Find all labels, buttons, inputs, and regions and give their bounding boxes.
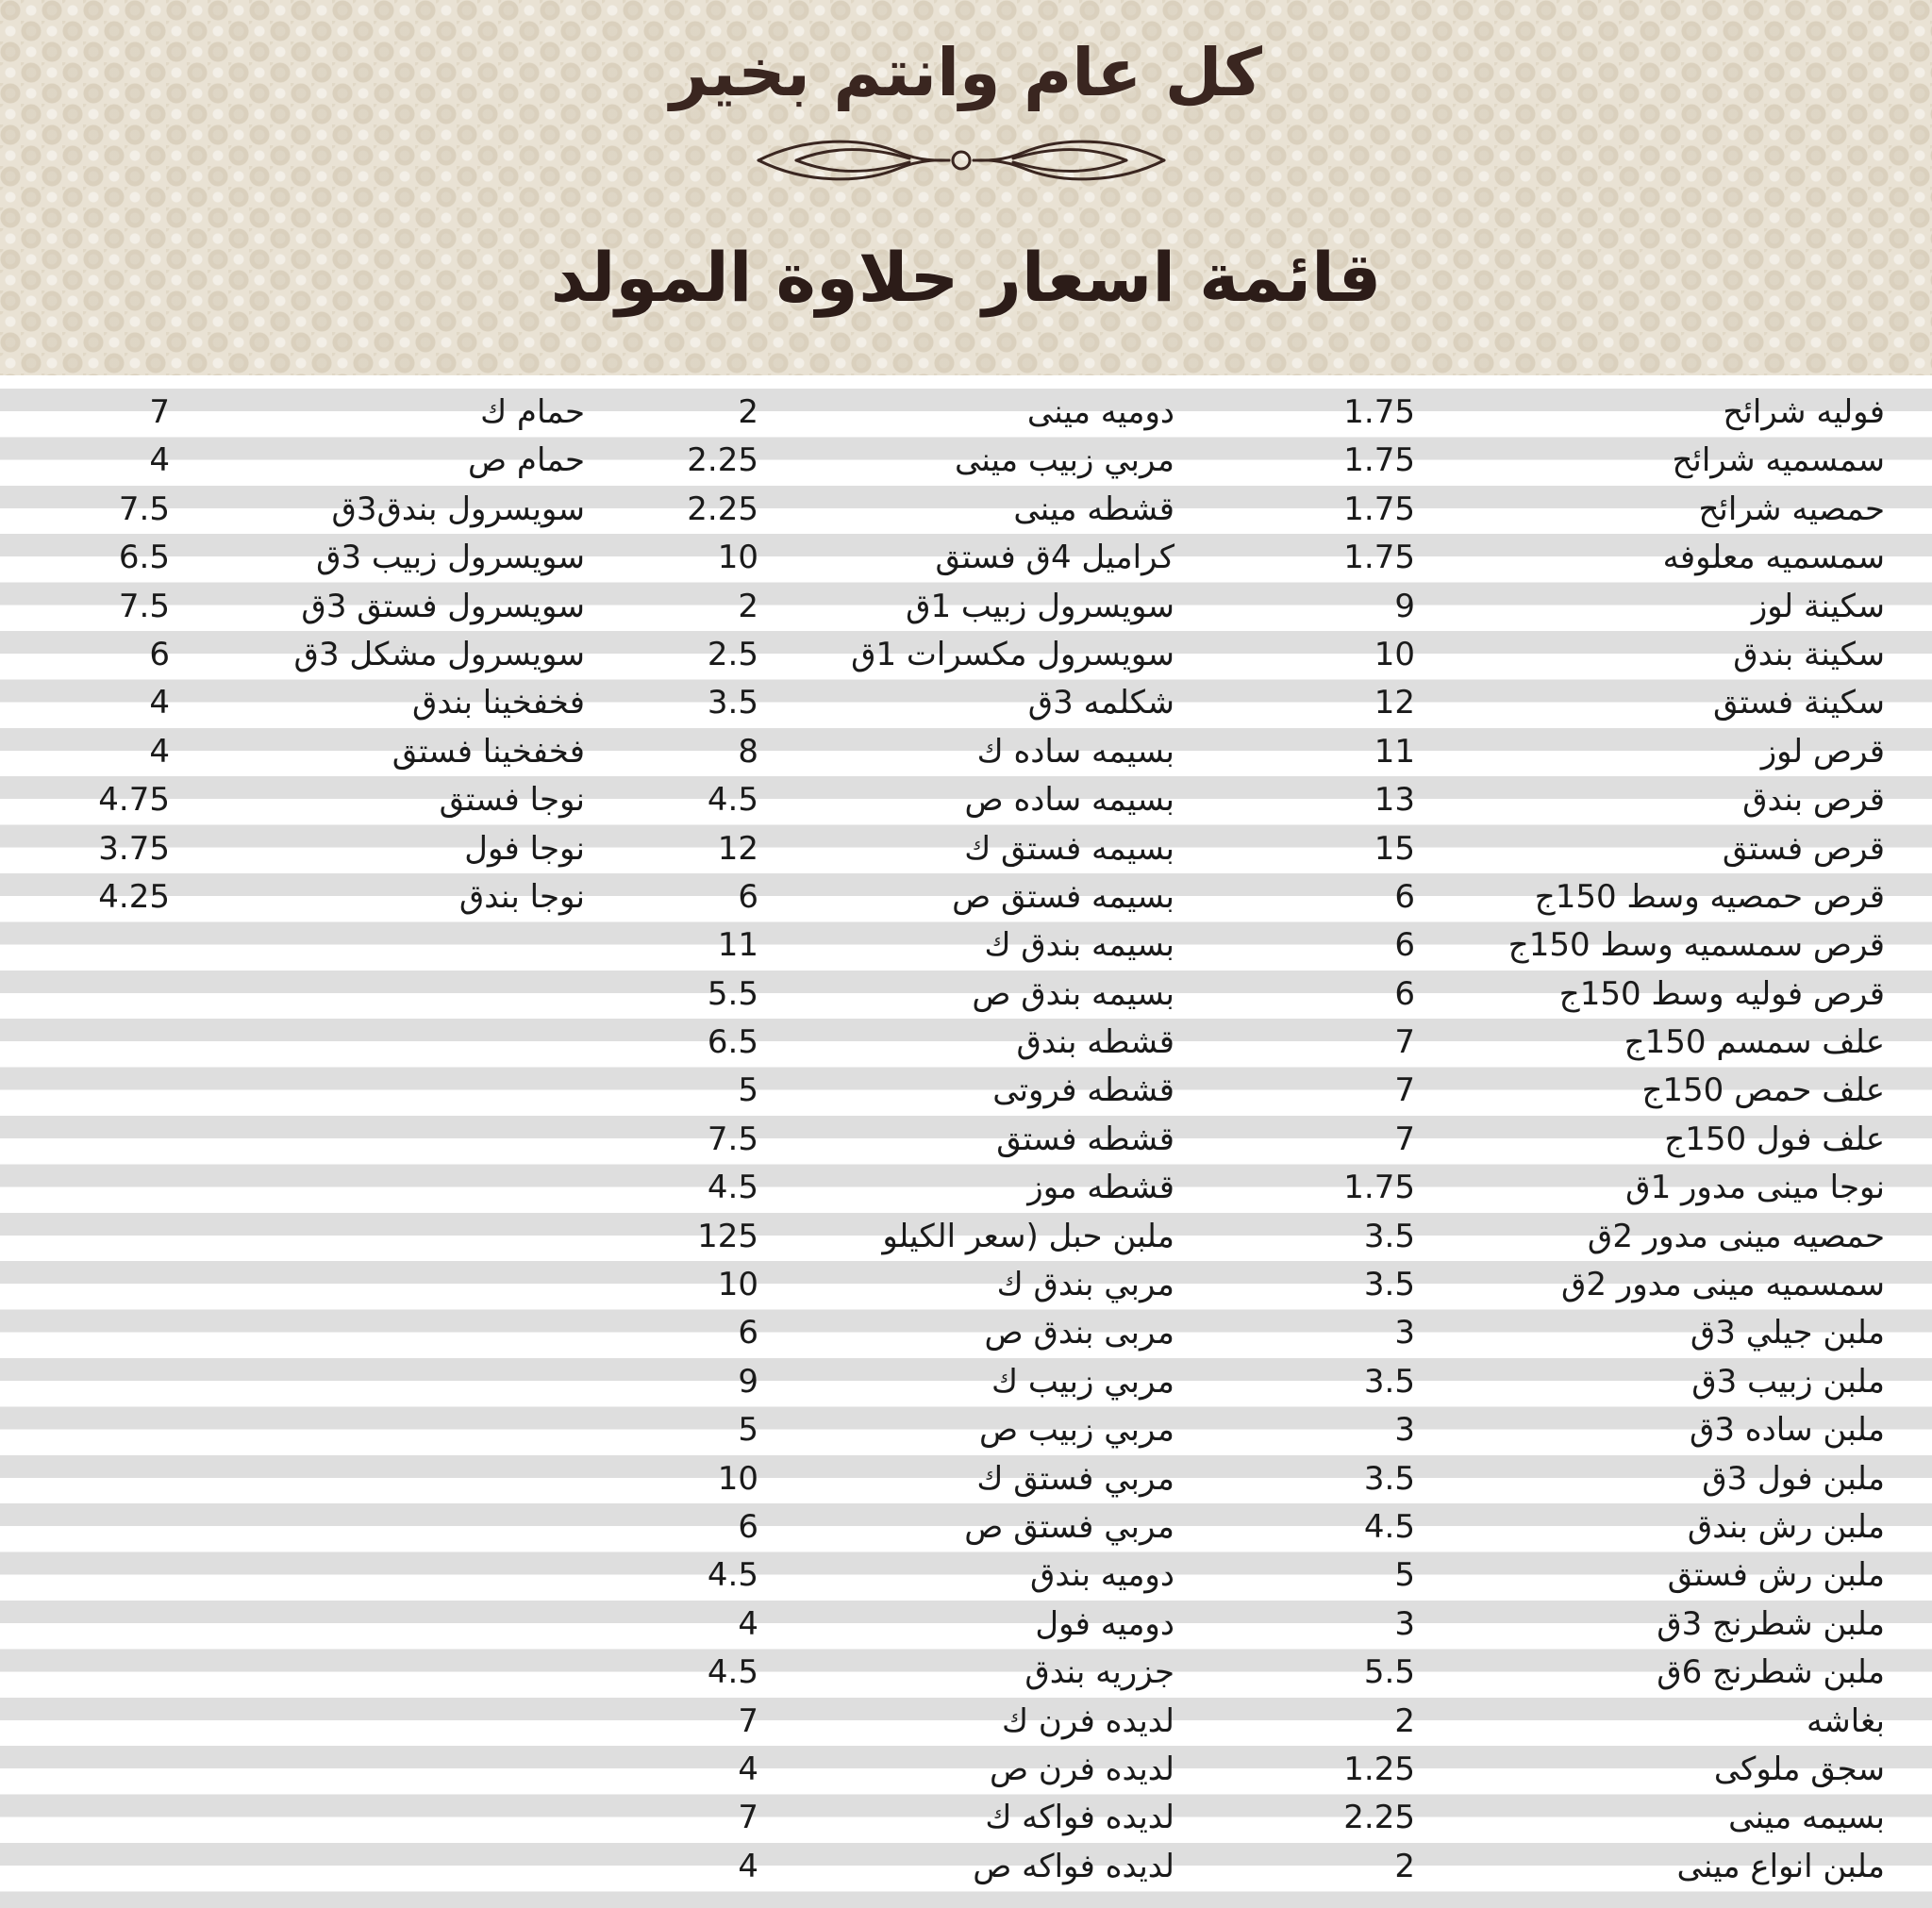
item-name: ملبن فول 3ق: [1702, 1459, 1885, 1498]
item-price: 6: [1394, 877, 1415, 916]
item-name: ملبن شطرنج 3ق: [1657, 1604, 1885, 1643]
price-row: [679, 728, 1208, 776]
item-price: 10: [717, 1266, 758, 1304]
price-row: [679, 1164, 1208, 1212]
item-price: 2: [738, 393, 758, 431]
price-row: [679, 1116, 1208, 1164]
price-row: [1302, 534, 1932, 582]
price-row: [679, 437, 1208, 485]
item-price: 4.75: [98, 781, 170, 820]
item-name: سويسرول مكسرات 1ق: [851, 635, 1174, 673]
item-price: 2: [1394, 1847, 1415, 1885]
item-name: مربي زبيب مينى: [955, 441, 1174, 480]
item-price: 2: [1394, 1701, 1415, 1740]
item-name: علف فول 150ج: [1664, 1120, 1885, 1158]
item-name: بسيمه ساده ك: [976, 732, 1174, 771]
item-name: قشطه فروتى: [992, 1071, 1174, 1110]
item-price: 6: [149, 635, 170, 673]
item-price: 15: [1374, 829, 1415, 868]
item-name: بسيمه فستق ص: [952, 877, 1174, 916]
price-column-middle: [679, 389, 1208, 1891]
item-name: بسيمه فستق ك: [964, 829, 1174, 868]
item-name: علف سمسم 150ج: [1624, 1023, 1885, 1062]
price-row: [679, 1794, 1208, 1842]
item-name: سويسرول مشكل 3ق: [293, 635, 585, 673]
item-price: 2: [738, 587, 758, 625]
price-row: [679, 1309, 1208, 1357]
ornament-divider-icon: [749, 132, 1174, 189]
item-price: 7: [738, 1701, 758, 1740]
item-name: لديده فرن ص: [989, 1750, 1174, 1788]
price-row: [38, 776, 585, 824]
price-row: [38, 873, 585, 921]
item-name: دوميه فول: [1035, 1604, 1174, 1643]
item-price: 7: [738, 1799, 758, 1837]
item-name: لديده فرن ك: [1002, 1701, 1174, 1740]
price-row: [1302, 1551, 1932, 1600]
item-name: نوجا مينى مدور 1ق: [1625, 1169, 1885, 1207]
price-row: [679, 1067, 1208, 1115]
price-row: [679, 1551, 1208, 1600]
item-price: 1.75: [1343, 393, 1415, 431]
price-row: [679, 679, 1208, 727]
price-row: [1302, 437, 1932, 485]
item-price: 4: [149, 732, 170, 771]
item-price: 6: [738, 877, 758, 916]
item-price: 3.5: [1363, 1459, 1415, 1498]
item-price: 7.5: [707, 1120, 758, 1158]
item-name: مربي زبيب ك: [991, 1362, 1174, 1401]
item-price: 4: [738, 1847, 758, 1885]
item-name: قرص سمسميه وسط 150ج: [1507, 926, 1885, 965]
item-name: بسيمه بندق ك: [984, 926, 1174, 965]
item-name: سمسميه مينى مدور 2ق: [1560, 1266, 1885, 1304]
item-price: 4: [738, 1750, 758, 1788]
item-name: سويسرول بندق3ق: [331, 489, 585, 528]
price-row: [1302, 679, 1932, 727]
item-name: بسيمه ساده ص: [964, 781, 1174, 820]
item-price: 6: [738, 1507, 758, 1546]
item-price: 10: [1374, 635, 1415, 673]
item-name: لديده فواكه ص: [973, 1847, 1174, 1885]
item-name: سكينة فستق: [1712, 684, 1885, 722]
price-row: [1302, 1455, 1932, 1503]
item-name: قشطه فستق: [996, 1120, 1174, 1158]
item-price: 4.5: [707, 781, 758, 820]
price-row: [1302, 1164, 1932, 1212]
price-row: [679, 1261, 1208, 1309]
price-row: [1302, 776, 1932, 824]
price-row: [679, 1213, 1208, 1261]
price-row: [679, 534, 1208, 582]
price-row: [1302, 1116, 1932, 1164]
item-name: دوميه مينى: [1026, 393, 1174, 431]
item-price: 5.5: [1363, 1653, 1415, 1692]
price-row: [1302, 1746, 1932, 1794]
item-name: سكينة بندق: [1733, 635, 1885, 673]
item-price: 4: [738, 1604, 758, 1643]
price-row: [1302, 921, 1932, 970]
price-row: [38, 728, 585, 776]
item-price: 6: [1394, 974, 1415, 1013]
item-price: 7: [1394, 1071, 1415, 1110]
price-row: [679, 971, 1208, 1019]
item-name: سكينة لوز: [1751, 587, 1885, 625]
item-name: سجق ملوكى: [1713, 1750, 1885, 1788]
item-price: 3: [1394, 1411, 1415, 1450]
price-row: [1302, 1794, 1932, 1842]
item-name: مربى بندق ص: [984, 1314, 1174, 1352]
item-name: مربي فستق ص: [964, 1507, 1174, 1546]
item-price: 10: [717, 539, 758, 577]
item-name: ملبن رش بندق: [1687, 1507, 1885, 1546]
item-name: ملبن جيلي 3ق: [1690, 1314, 1885, 1352]
item-name: قرص فستق: [1722, 829, 1885, 868]
item-price: 2.25: [687, 489, 758, 528]
item-price: 9: [1394, 587, 1415, 625]
item-name: قرص لوز: [1760, 732, 1885, 771]
price-row: [679, 1406, 1208, 1454]
item-price: 3: [1394, 1314, 1415, 1352]
item-price: 5: [738, 1411, 758, 1450]
price-column-right: [1302, 389, 1932, 1891]
price-row: [1302, 583, 1932, 631]
item-price: 4.5: [707, 1556, 758, 1595]
price-row: [679, 1698, 1208, 1746]
item-name: فخفخينا بندق: [412, 684, 585, 722]
item-name: كراميل 4ق فستق: [935, 539, 1174, 577]
price-row: [679, 1019, 1208, 1067]
price-row: [1302, 1649, 1932, 1697]
item-name: قرص حمصيه وسط 150ج: [1534, 877, 1885, 916]
item-name: حمام ك: [480, 393, 585, 431]
item-price: 6.5: [118, 539, 170, 577]
price-row: [38, 389, 585, 437]
price-row: [38, 486, 585, 534]
item-name: سمسميه معلوفه: [1662, 539, 1885, 577]
item-price: 5: [738, 1071, 758, 1110]
price-row: [38, 679, 585, 727]
item-name: ملبن انواع مينى: [1676, 1847, 1885, 1885]
price-row: [1302, 389, 1932, 437]
price-row: [1302, 1213, 1932, 1261]
price-row: [679, 631, 1208, 679]
price-row: [1302, 1309, 1932, 1357]
price-row: [679, 1358, 1208, 1406]
item-price: 1.75: [1343, 489, 1415, 528]
item-price: 6.5: [707, 1023, 758, 1062]
price-row: [38, 631, 585, 679]
item-price: 7: [1394, 1023, 1415, 1062]
price-row: [1302, 631, 1932, 679]
item-name: سويسرول زبيب 3ق: [316, 539, 585, 577]
item-price: 12: [1374, 684, 1415, 722]
item-price: 4.5: [707, 1653, 758, 1692]
price-row: [679, 583, 1208, 631]
item-name: قشطه مينى: [1013, 489, 1174, 528]
decorative-header: [0, 0, 1932, 375]
item-name: قرص بندق: [1742, 781, 1885, 820]
item-price: 6: [1394, 926, 1415, 965]
item-name: قرص فوليه وسط 150ج: [1558, 974, 1885, 1013]
price-row: [38, 825, 585, 873]
item-price: 125: [697, 1217, 758, 1255]
item-name: ملبن حبل (سعر الكيلو: [882, 1217, 1174, 1255]
item-name: سويسرول فستق 3ق: [301, 587, 585, 625]
item-name: نوجا بندق: [458, 877, 585, 916]
item-name: مربي زبيب ص: [978, 1411, 1174, 1450]
item-name: نوجا فول: [464, 829, 585, 868]
item-price: 3.5: [707, 684, 758, 722]
price-row: [1302, 1843, 1932, 1891]
item-name: ملبن رش فستق: [1667, 1556, 1885, 1595]
item-name: قشطه موز: [1027, 1169, 1174, 1207]
item-name: ملبن ساده 3ق: [1689, 1411, 1885, 1450]
item-price: 11: [1374, 732, 1415, 771]
price-row: [38, 583, 585, 631]
item-price: 7.5: [118, 489, 170, 528]
item-price: 3.5: [1363, 1266, 1415, 1304]
item-price: 5: [1394, 1556, 1415, 1595]
price-row: [1302, 728, 1932, 776]
item-price: 3.5: [1363, 1362, 1415, 1401]
item-price: 1.75: [1343, 539, 1415, 577]
price-row: [679, 1843, 1208, 1891]
price-row: [1302, 1358, 1932, 1406]
item-name: حمصيه شرائح: [1698, 489, 1885, 528]
item-name: ملبن زبيب 3ق: [1691, 1362, 1885, 1401]
page-title: قائمة اسعار حلاوة المولد: [550, 238, 1382, 317]
price-row: [38, 534, 585, 582]
price-row: [1302, 1019, 1932, 1067]
item-name: بغاشه: [1807, 1701, 1885, 1740]
price-row: [1302, 486, 1932, 534]
item-price: 13: [1374, 781, 1415, 820]
item-name: مربي بندق ك: [996, 1266, 1174, 1304]
item-price: 1.25: [1343, 1750, 1415, 1788]
price-row: [1302, 1698, 1932, 1746]
item-price: 5.5: [707, 974, 758, 1013]
price-row: [1302, 1503, 1932, 1551]
item-price: 1.75: [1343, 441, 1415, 480]
item-price: 1.75: [1343, 1169, 1415, 1207]
item-price: 2.25: [1343, 1799, 1415, 1837]
price-row: [679, 873, 1208, 921]
item-price: 4.5: [707, 1169, 758, 1207]
price-row: [679, 389, 1208, 437]
item-price: 7.5: [118, 587, 170, 625]
price-row: [679, 1455, 1208, 1503]
price-row: [1302, 1601, 1932, 1649]
price-row: [679, 1649, 1208, 1697]
item-name: لديده فواكه ك: [985, 1799, 1174, 1837]
item-price: 9: [738, 1362, 758, 1401]
item-price: 4: [149, 441, 170, 480]
item-name: ملبن شطرنج 6ق: [1657, 1653, 1885, 1692]
price-row: [1302, 971, 1932, 1019]
item-price: 6: [738, 1314, 758, 1352]
price-row: [679, 825, 1208, 873]
price-row: [679, 1746, 1208, 1794]
item-price: 12: [717, 829, 758, 868]
price-row: [1302, 825, 1932, 873]
item-price: 3: [1394, 1604, 1415, 1643]
item-price: 7: [149, 393, 170, 431]
price-row: [679, 1601, 1208, 1649]
item-price: 11: [717, 926, 758, 965]
item-name: دوميه بندق: [1029, 1556, 1174, 1595]
item-name: فوليه شرائح: [1723, 393, 1885, 431]
item-price: 2.25: [687, 441, 758, 480]
price-row: [679, 776, 1208, 824]
item-price: 7: [1394, 1120, 1415, 1158]
item-name: جزريه بندق: [1024, 1653, 1174, 1692]
item-name: سمسميه شرائح: [1672, 441, 1885, 480]
price-row: [679, 1503, 1208, 1551]
price-row: [1302, 1406, 1932, 1454]
item-name: حمام ص: [468, 441, 585, 480]
item-price: 3.75: [98, 829, 170, 868]
item-price: 3.5: [1363, 1217, 1415, 1255]
item-price: 4.5: [1363, 1507, 1415, 1546]
item-name: مربي فستق ك: [976, 1459, 1174, 1498]
item-price: 4: [149, 684, 170, 722]
item-price: 8: [738, 732, 758, 771]
item-name: بسيمه بندق ص: [972, 974, 1174, 1013]
item-name: حمصيه مينى مدور 2ق: [1587, 1217, 1885, 1255]
item-price: 10: [717, 1459, 758, 1498]
item-name: بسيمه مينى: [1728, 1799, 1885, 1837]
greeting-text: كل عام وانتم بخير: [670, 34, 1262, 111]
item-price: 2.5: [707, 635, 758, 673]
item-name: نوجا فستق: [439, 781, 585, 820]
item-name: سويسرول زبيب 1ق: [906, 587, 1174, 625]
item-name: فخفخينا فستق: [391, 732, 585, 771]
price-row: [1302, 873, 1932, 921]
price-row: [1302, 1261, 1932, 1309]
item-name: علف حمص 150ج: [1641, 1071, 1885, 1110]
price-row: [679, 486, 1208, 534]
item-name: قشطه بندق: [1016, 1023, 1174, 1062]
item-name: شكلمه 3ق: [1027, 684, 1174, 722]
item-price: 4.25: [98, 877, 170, 916]
price-row: [679, 921, 1208, 970]
price-row: [1302, 1067, 1932, 1115]
price-column-left: [38, 389, 585, 921]
price-row: [38, 437, 585, 485]
